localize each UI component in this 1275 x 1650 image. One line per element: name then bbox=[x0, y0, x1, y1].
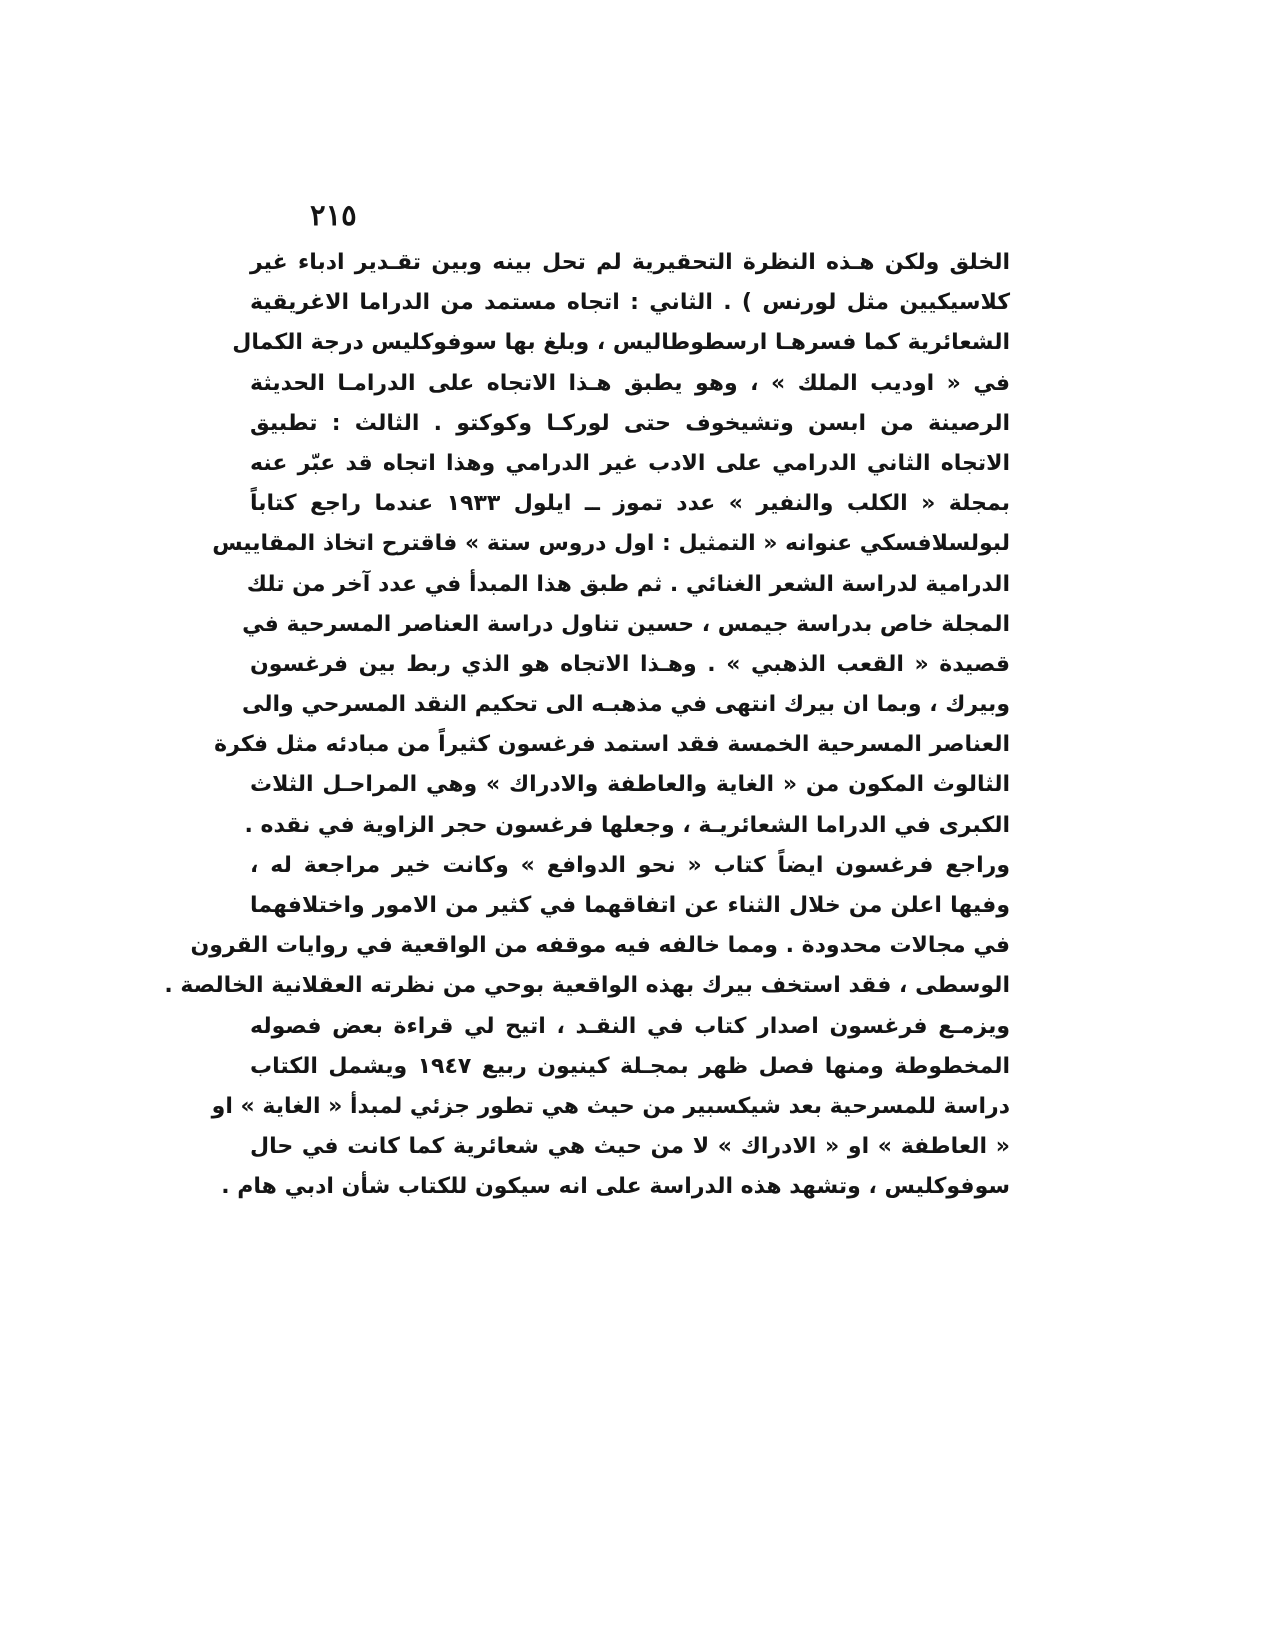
text-line: الاتجاه الثاني الدرامي على الادب غير الدرامي وهذا اتجاه قد عبّر عنه bbox=[250, 450, 1010, 476]
text-line: وراجع فرغسون ايضاً كتاب « نحو الدوافع » وكانت خير مراجعة له ، bbox=[250, 852, 1010, 878]
body-text bbox=[164, 243, 1010, 1208]
text-line: الكبرى في الدراما الشعائريـة ، وجعلها فرغسون حجر الزاوية في نقده . bbox=[244, 812, 1010, 838]
text-line: لبولسلافسكي عنوانه « التمثيل : اول دروس ستة » فاقترح اتخاذ المقاييس bbox=[212, 531, 1010, 557]
text-line: كلاسيكيين مثل لورنس ) . الثاني : اتجاه مستمد من الدراما الاغريقية bbox=[250, 290, 1010, 316]
text-line: وبيرك ، وبما ان بيرك انتهى في مذهبـه الى تحكيم النقد المسرحي والى bbox=[241, 692, 1010, 718]
text-line: المخطوطة ومنها فصل ظهر بمجـلة كينيون ربيع ١٩٤٧ ويشمل الكتاب bbox=[250, 1053, 1010, 1079]
text-line: العناصر المسرحية الخمسة فقد استمد فرغسون كثيراً من مبادئه مثل فكرة bbox=[214, 732, 1010, 758]
text-line: في مجالات محدودة . ومما خالفه فيه موقفه من الواقعية في روايات القرون bbox=[190, 933, 1010, 959]
text-line: في « اوديب الملك » ، وهو يطبق هـذا الاتجاه على الدرامـا الحديثة bbox=[250, 370, 1010, 396]
text-line: الشعائرية كما فسرهـا ارسطوطاليس ، وبلغ بها سوفوكليس درجة الكمال bbox=[232, 330, 1010, 356]
page-number: ٢١٥ bbox=[310, 198, 357, 232]
text-line: وفيها اعلن من خلال الثناء عن اتفاقهما في كثير من الامور واختلافهما bbox=[250, 893, 1010, 918]
text-line: دراسة للمسرحية بعد شيكسبير من حيث هي تطور جزئي لمبدأ « الغاية » او bbox=[211, 1093, 1010, 1119]
text-line: الخلق ولكن هـذه النظرة التحقيرية لم تحل بينه وبين تقـدير ادباء غير bbox=[250, 250, 1010, 275]
text-line: الثالوث المكون من « الغاية والعاطفة والادراك » وهي المراحـل الثلاث bbox=[250, 772, 1010, 798]
text-line: ويزمـع فرغسون اصدار كتاب في النقـد ، اتيح لي قراءة بعض فصوله bbox=[250, 1013, 1010, 1039]
text-line: المجلة خاص بدراسة جيمس ، حسين تناول دراسة العناصر المسرحية في bbox=[242, 611, 1010, 637]
text-line: الرصينة من ابسن وتشيخوف حتى لوركـا وكوكتو . الثالث : تطبيق bbox=[250, 410, 1010, 436]
text-line: الدرامية لدراسة الشعر الغنائي . ثم طبق هذا المبدأ في عدد آخر من تلك bbox=[246, 571, 1010, 597]
text-line: قصيدة « القعب الذهبي » . وهـذا الاتجاه هو الذي ربط بين فرغسون bbox=[250, 651, 1010, 677]
text-line: بمجلة « الكلب والنفير » عدد تموز ــ ايلول ١٩٣٣ عندما راجع كتاباً bbox=[250, 491, 1010, 517]
text-line-last: سوفوكليس ، وتشهد هذه الدراسة على انه سيكون للكتاب شأن ادبي هام . bbox=[221, 1174, 1010, 1200]
text-line: « العاطفة » او « الادراك » لا من حيث هي شعائرية كما كانت في حال bbox=[250, 1134, 1010, 1160]
text-line: الوسطى ، فقد استخف بيرك بهذه الواقعية بوحي من نظرته العقلانية الخالصة . bbox=[164, 973, 1010, 999]
